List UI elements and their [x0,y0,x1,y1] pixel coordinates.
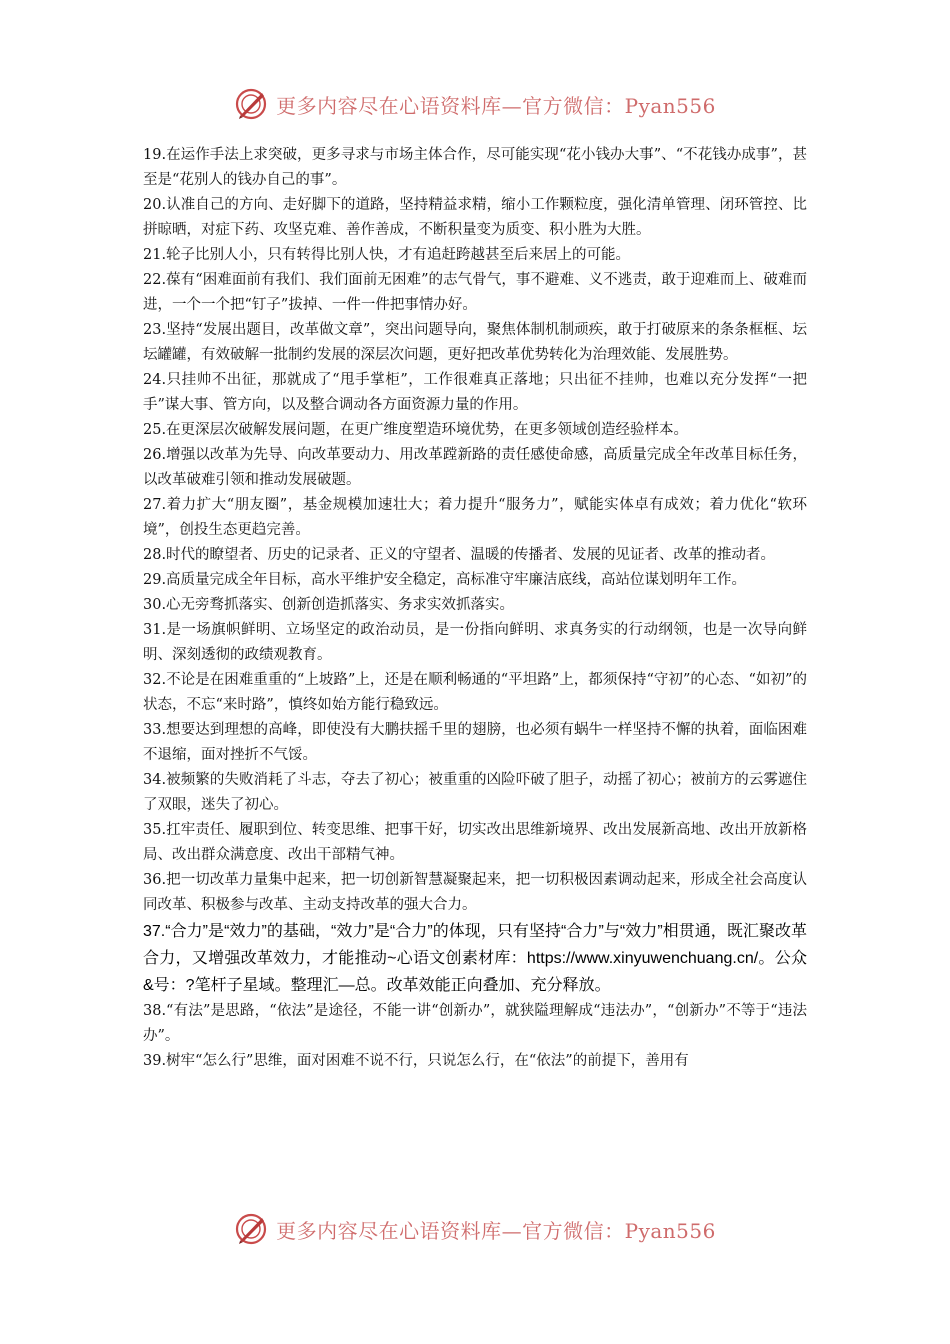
paragraph-36: 36.把一切改革力量集中起来，把一切创新智慧凝聚起来，把一切积极因素调动起来，形成全社会高度认同改革、积极参与改革、主动支持改革的强大合力。 [143,872,807,913]
paragraph-37: 37.“合力”是“效力”的基础，“效力”是“合力”的体现，只有坚持“合力”与“效力”相贯通，既汇聚改革合力，又增强改革效力，才能推动~心语文创素材库：https://www.xinyuwenchuang.cn/。公众&号：?笔杆子星域。整理汇—总。改革效能正向叠加、充分释放。 [143,923,807,994]
paragraph-32: 32.不论是在困难重重的“上坡路”上，还是在顺利畅通的“平坦路”上，都须保持“守初”的心态、“如初”的状态，不忘“来时路”，慎终如始方能行稳致远。 [143,672,807,713]
paragraph-22: 22.葆有“困难面前有我们、我们面前无困难”的志气骨气，事不避难、义不逃责，敢于迎难而上、破难而进，一个一个把“钉子”拔掉、一件一件把事情办好。 [143,272,807,313]
paragraph-24: 24.只挂帅不出征，那就成了“甩手掌柜”，工作很难真正落地；只出征不挂帅，也难以充分发挥“一把手”谋大事、管方向，以及整合调动各方面资源力量的作用。 [143,372,807,413]
paragraph-35: 35.扛牢责任、履职到位、转变思维、把事干好，切实改出思维新境界、改出发展新高地、改出开放新格局、改出群众满意度、改出干部精气神。 [143,822,807,863]
paragraph-33: 33.想要达到理想的高峰，即使没有大鹏扶摇千里的翅膀，也必须有蜗牛一样坚持不懈的执着，面临困难不退缩，面对挫折不气馁。 [143,722,807,763]
pen-logo-icon [234,1212,268,1246]
paragraph-21: 21.轮子比别人小，只有转得比别人快，才有追赶跨越甚至后来居上的可能。 [143,247,631,263]
paragraph-20: 20.认准自己的方向、走好脚下的道路，坚持精益求精，缩小工作颗粒度，强化清单管理、闭环管控、比拼晾晒，对症下药、攻坚克难、善作善成，不断积量变为质变、积小胜为大胜。 [143,197,807,238]
paragraph-31: 31.是一场旗帜鲜明、立场坚定的政治动员，是一份指向鲜明、求真务实的行动纲领，也是一次导向鲜明、深刻透彻的政绩观教育。 [143,622,807,663]
paragraph-19: 19.在运作手法上求突破，更多寻求与市场主体合作，尽可能实现“花小钱办大事”、“不花钱办成事”，甚至是“花别人的钱办自己的事”。 [143,147,807,188]
footer-banner [0,1209,950,1249]
header-banner-text: 更多内容尽在心语资料库—官方微信：Pyan556 [276,93,716,118]
paragraph-28: 28.时代的瞭望者、历史的记录者、正义的守望者、温暖的传播者、发展的见证者、改革的推动者。 [143,547,776,563]
paragraph-26: 26.增强以改革为先导、向改革要动力、用改革蹚新路的责任感使命感，高质量完成全年改革目标任务，以改革破难引领和推动发展破题。 [143,447,807,488]
paragraph-30: 30.心无旁骛抓落实、创新创造抓落实、务求实效抓落实。 [143,597,515,613]
footer-banner-text: 更多内容尽在心语资料库—官方微信：Pyan556 [276,1218,716,1243]
paragraph-39: 39.树牢“怎么行”思维，面对困难不说不行，只说怎么行，在“依法”的前提下，善用有 [143,1053,689,1069]
paragraph-34: 34.被频繁的失败消耗了斗志，夺去了初心；被重重的凶险吓破了胆子，动摇了初心；被前方的云雾遮住了双眼，迷失了初心。 [143,772,807,813]
paragraph-29: 29.高质量完成全年目标，高水平维护安全稳定，高标准守牢廉洁底线，高站位谋划明年工作。 [143,572,747,588]
document-body [143,143,807,1074]
paragraph-27: 27.着力扩大“朋友圈”，基金规模加速壮大；着力提升“服务力”，赋能实体卓有成效；着力优化“软环境”，创投生态更趋完善。 [143,497,807,538]
header-banner [0,84,950,124]
paragraph-25: 25.在更深层次破解发展问题，在更广维度塑造环境优势，在更多领域创造经验样本。 [143,422,689,438]
paragraph-38: 38.“有法”是思路，“依法”是途径，不能一讲“创新办”，就狭隘理解成“违法办”，“创新办”不等于“违法办”。 [143,1003,807,1044]
paragraph-23: 23.坚持“发展出题目，改革做文章”，突出问题导向，聚焦体制机制顽疾，敢于打破原来的条条框框、坛坛罐罐，有效破解一批制约发展的深层次问题，更好把改革优势转化为治理效能、发展胜势。 [143,322,807,363]
pen-logo-icon [234,87,268,121]
